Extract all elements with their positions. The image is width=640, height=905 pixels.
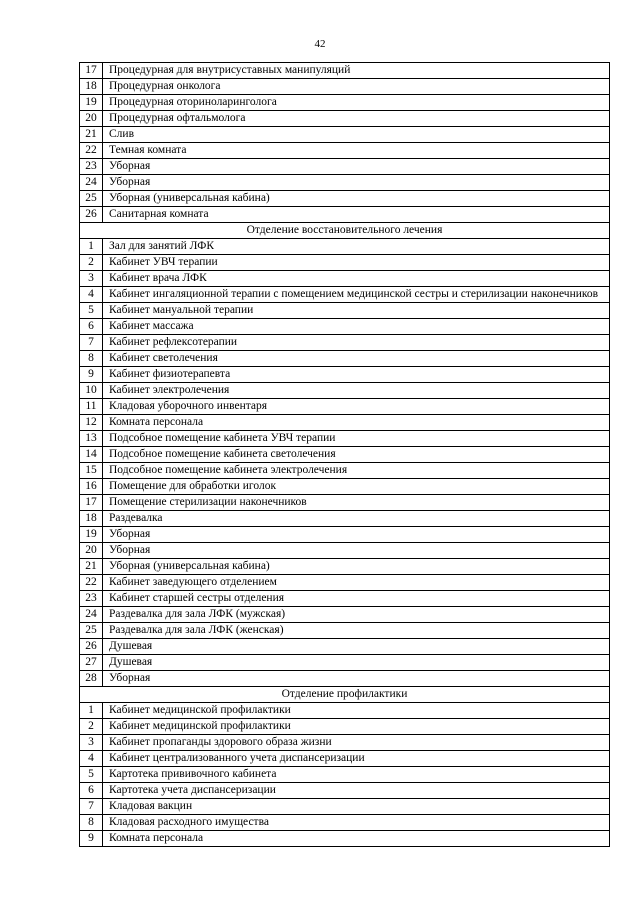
table-row bbox=[80, 463, 610, 479]
room-name: Подсобное помещение кабинета электролечения bbox=[103, 463, 610, 479]
room-name: Кабинет заведующего отделением bbox=[103, 575, 610, 591]
room-name: Кабинет врача ЛФК bbox=[103, 271, 610, 287]
row-number: 22 bbox=[80, 143, 103, 159]
room-name: Подсобное помещение кабинета светолечения bbox=[103, 447, 610, 463]
row-number: 25 bbox=[80, 191, 103, 207]
room-name: Раздевалка bbox=[103, 511, 610, 527]
row-number: 11 bbox=[80, 399, 103, 415]
section-title: Отделение восстановительного лечения bbox=[80, 223, 610, 239]
room-name: Уборная (универсальная кабина) bbox=[103, 559, 610, 575]
row-number: 1 bbox=[80, 703, 103, 719]
table-row bbox=[80, 511, 610, 527]
row-number: 8 bbox=[80, 351, 103, 367]
room-name: Санитарная комната bbox=[103, 207, 610, 223]
room-name: Кабинет пропаганды здорового образа жизни bbox=[103, 735, 610, 751]
row-number: 5 bbox=[80, 303, 103, 319]
row-number: 17 bbox=[80, 495, 103, 511]
row-number: 13 bbox=[80, 431, 103, 447]
room-name: Уборная bbox=[103, 175, 610, 191]
section-header-row bbox=[80, 223, 610, 239]
room-name: Кабинет УВЧ терапии bbox=[103, 255, 610, 271]
table-row bbox=[80, 95, 610, 111]
room-name: Подсобное помещение кабинета УВЧ терапии bbox=[103, 431, 610, 447]
row-number: 5 bbox=[80, 767, 103, 783]
table-row bbox=[80, 751, 610, 767]
row-number: 26 bbox=[80, 207, 103, 223]
room-name: Кладовая расходного имущества bbox=[103, 815, 610, 831]
room-name: Комната персонала bbox=[103, 831, 610, 847]
row-number: 17 bbox=[80, 63, 103, 79]
room-name: Раздевалка для зала ЛФК (мужская) bbox=[103, 607, 610, 623]
table-row bbox=[80, 63, 610, 79]
row-number: 9 bbox=[80, 831, 103, 847]
row-number: 7 bbox=[80, 799, 103, 815]
row-number: 15 bbox=[80, 463, 103, 479]
table-row bbox=[80, 543, 610, 559]
row-number: 24 bbox=[80, 607, 103, 623]
row-number: 4 bbox=[80, 287, 103, 303]
table-row bbox=[80, 239, 610, 255]
room-name: Помещение стерилизации наконечников bbox=[103, 495, 610, 511]
room-name: Уборная bbox=[103, 671, 610, 687]
table-row bbox=[80, 159, 610, 175]
section-title: Отделение профилактики bbox=[80, 687, 610, 703]
table-row bbox=[80, 495, 610, 511]
table-row bbox=[80, 175, 610, 191]
room-name: Кабинет централизованного учета диспансеризации bbox=[103, 751, 610, 767]
room-name: Кабинет рефлексотерапии bbox=[103, 335, 610, 351]
row-number: 23 bbox=[80, 591, 103, 607]
table-row bbox=[80, 351, 610, 367]
row-number: 22 bbox=[80, 575, 103, 591]
room-name: Кабинет светолечения bbox=[103, 351, 610, 367]
table-row bbox=[80, 431, 610, 447]
row-number: 7 bbox=[80, 335, 103, 351]
row-number: 27 bbox=[80, 655, 103, 671]
table-row bbox=[80, 367, 610, 383]
row-number: 3 bbox=[80, 735, 103, 751]
table-row bbox=[80, 207, 610, 223]
row-number: 3 bbox=[80, 271, 103, 287]
table-row bbox=[80, 303, 610, 319]
section-header-row bbox=[80, 687, 610, 703]
row-number: 14 bbox=[80, 447, 103, 463]
room-name: Кабинет медицинской профилактики bbox=[103, 703, 610, 719]
row-number: 21 bbox=[80, 559, 103, 575]
room-name: Процедурная офтальмолога bbox=[103, 111, 610, 127]
row-number: 19 bbox=[80, 95, 103, 111]
table-row bbox=[80, 527, 610, 543]
row-number: 24 bbox=[80, 175, 103, 191]
room-name: Картотека прививочного кабинета bbox=[103, 767, 610, 783]
room-name: Душевая bbox=[103, 655, 610, 671]
table-row bbox=[80, 719, 610, 735]
table-row bbox=[80, 143, 610, 159]
room-name: Кладовая вакцин bbox=[103, 799, 610, 815]
row-number: 6 bbox=[80, 319, 103, 335]
table-row bbox=[80, 319, 610, 335]
row-number: 12 bbox=[80, 415, 103, 431]
room-name: Процедурная для внутрисуставных манипуляций bbox=[103, 63, 610, 79]
table-row bbox=[80, 703, 610, 719]
room-name: Кабинет физиотерапевта bbox=[103, 367, 610, 383]
row-number: 2 bbox=[80, 719, 103, 735]
table-row bbox=[80, 127, 610, 143]
table-row bbox=[80, 255, 610, 271]
room-name: Кабинет массажа bbox=[103, 319, 610, 335]
room-name: Душевая bbox=[103, 639, 610, 655]
room-name: Уборная (универсальная кабина) bbox=[103, 191, 610, 207]
row-number: 25 bbox=[80, 623, 103, 639]
row-number: 16 bbox=[80, 479, 103, 495]
room-name: Уборная bbox=[103, 159, 610, 175]
table-row bbox=[80, 671, 610, 687]
table-row bbox=[80, 591, 610, 607]
table-row bbox=[80, 607, 610, 623]
table-row bbox=[80, 815, 610, 831]
table-row bbox=[80, 575, 610, 591]
room-name: Процедурная онколога bbox=[103, 79, 610, 95]
room-name: Комната персонала bbox=[103, 415, 610, 431]
row-number: 20 bbox=[80, 111, 103, 127]
room-name: Кабинет ингаляционной терапии с помещением медицинской сестры и стерилизации наконечников bbox=[103, 287, 610, 303]
table-row bbox=[80, 559, 610, 575]
row-number: 1 bbox=[80, 239, 103, 255]
room-name: Кладовая уборочного инвентаря bbox=[103, 399, 610, 415]
page-number: 42 bbox=[314, 38, 326, 50]
table-row bbox=[80, 623, 610, 639]
room-name: Уборная bbox=[103, 543, 610, 559]
room-name: Слив bbox=[103, 127, 610, 143]
row-number: 4 bbox=[80, 751, 103, 767]
rooms-table bbox=[79, 62, 610, 847]
room-name: Раздевалка для зала ЛФК (женская) bbox=[103, 623, 610, 639]
table-row bbox=[80, 479, 610, 495]
room-name: Кабинет медицинской профилактики bbox=[103, 719, 610, 735]
table-row bbox=[80, 191, 610, 207]
room-name: Помещение для обработки иголок bbox=[103, 479, 610, 495]
table-row bbox=[80, 335, 610, 351]
row-number: 10 bbox=[80, 383, 103, 399]
row-number: 9 bbox=[80, 367, 103, 383]
row-number: 18 bbox=[80, 511, 103, 527]
room-name: Зал для занятий ЛФК bbox=[103, 239, 610, 255]
table-row bbox=[80, 383, 610, 399]
room-name: Картотека учета диспансеризации bbox=[103, 783, 610, 799]
room-name: Кабинет старшей сестры отделения bbox=[103, 591, 610, 607]
room-name: Процедурная оториноларинголога bbox=[103, 95, 610, 111]
row-number: 28 bbox=[80, 671, 103, 687]
row-number: 2 bbox=[80, 255, 103, 271]
row-number: 6 bbox=[80, 783, 103, 799]
table-row bbox=[80, 831, 610, 847]
table-row bbox=[80, 655, 610, 671]
room-name: Кабинет электролечения bbox=[103, 383, 610, 399]
table-row bbox=[80, 399, 610, 415]
row-number: 23 bbox=[80, 159, 103, 175]
table-row bbox=[80, 799, 610, 815]
table-row bbox=[80, 783, 610, 799]
row-number: 19 bbox=[80, 527, 103, 543]
room-name: Темная комната bbox=[103, 143, 610, 159]
table-row bbox=[80, 447, 610, 463]
table-row bbox=[80, 735, 610, 751]
table-row bbox=[80, 287, 610, 303]
room-name: Уборная bbox=[103, 527, 610, 543]
row-number: 20 bbox=[80, 543, 103, 559]
table-row bbox=[80, 415, 610, 431]
row-number: 8 bbox=[80, 815, 103, 831]
rooms-table-body bbox=[80, 63, 610, 847]
table-row bbox=[80, 271, 610, 287]
row-number: 21 bbox=[80, 127, 103, 143]
row-number: 18 bbox=[80, 79, 103, 95]
table-row bbox=[80, 767, 610, 783]
room-name: Кабинет мануальной терапии bbox=[103, 303, 610, 319]
table-row bbox=[80, 79, 610, 95]
row-number: 26 bbox=[80, 639, 103, 655]
table-row bbox=[80, 639, 610, 655]
table-row bbox=[80, 111, 610, 127]
